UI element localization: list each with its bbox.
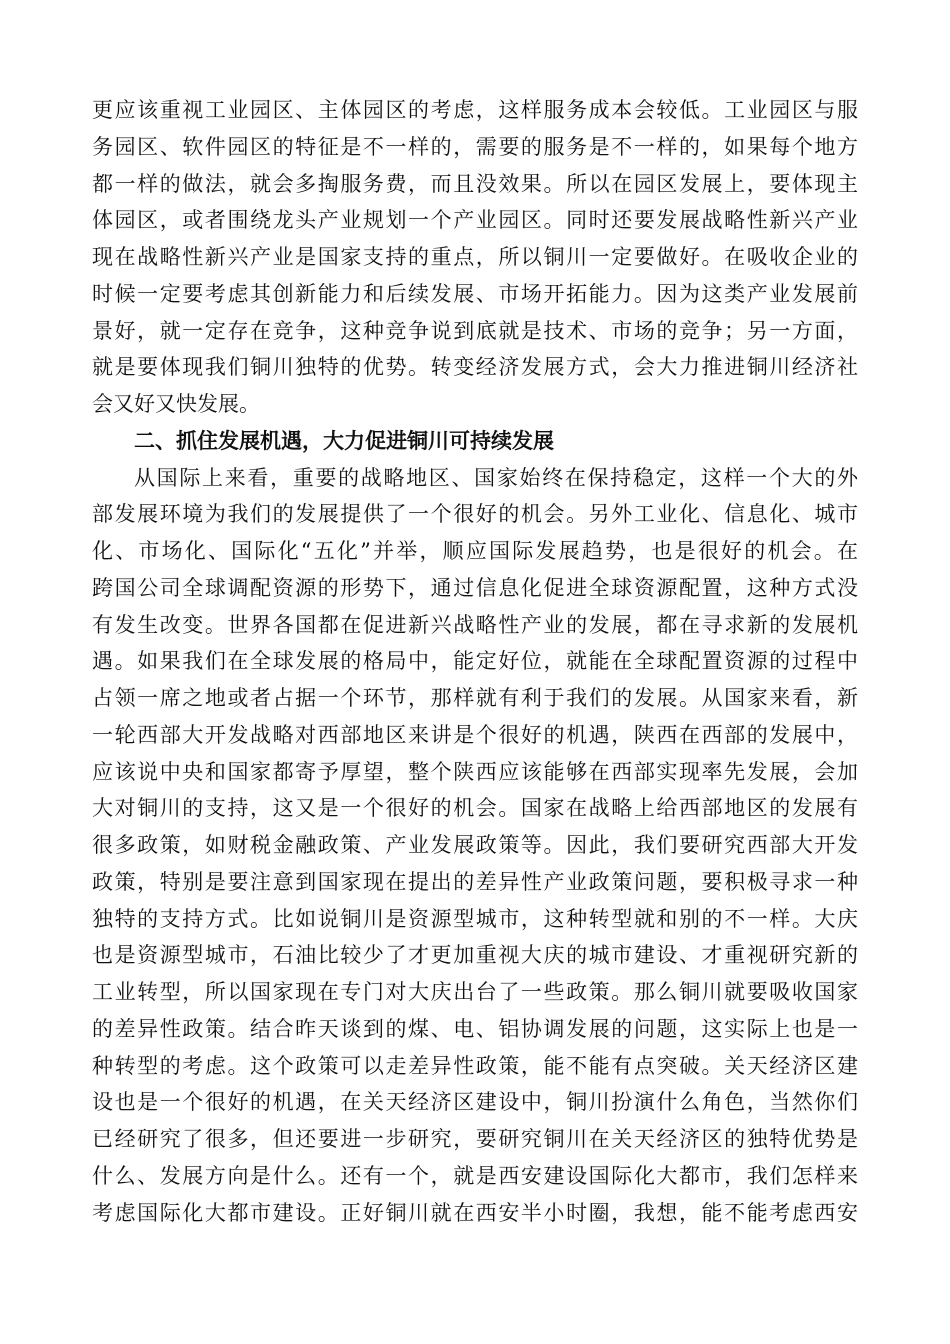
text-line: 什么、发展方向是什么。还有一个，就是西安建设国际化大都市，我们怎样来	[92, 1163, 858, 1188]
text-line: 独特的支持方式。比如说铜川是资源型城市，这种转型就和别的不一样。大庆	[92, 906, 858, 931]
text-line: 化、市场化、国际化“五化”并举，顺应国际发展趋势，也是很好的机会。在	[92, 539, 858, 563]
text-line: 跨国公司全球调配资源的形势下，通过信息化促进全球资源配置，这种方式没	[92, 575, 858, 600]
text-line: 部发展环境为我们的发展提供了一个很好的机会。另外工业化、信息化、城市	[92, 502, 858, 527]
text-line: 现在战略性新兴产业是国家支持的重点，所以铜川一定要做好。在吸收企业的	[92, 245, 858, 269]
text-line: 体园区，或者围绕龙头产业规划一个产业园区。同时还要发展战略性新兴产业	[92, 208, 858, 233]
text-line: 政策，特别是要注意到国家现在提出的差异性产业政策问题，要积极寻求一种	[92, 869, 858, 894]
text-line: 考虑国际化大都市建设。正好铜川就在西安半小时圈，我想，能不能考虑西安	[92, 1200, 858, 1225]
text-line: 景好，就一定存在竞争，这种竞争说到底就是技术、市场的竞争；另一方面，	[92, 318, 858, 343]
text-line: 更应该重视工业园区、主体园区的考虑，这样服务成本会较低。工业园区与服	[92, 98, 858, 122]
text-line: 应该说中央和国家都寄予厚望，整个陕西应该能够在西部实现率先发展，会加	[92, 759, 858, 784]
text-line: 有发生改变。世界各国都在促进新兴战略性产业的发展，都在寻求新的发展机	[92, 612, 858, 637]
section-heading: 二、抓住发展机遇，大力促进铜川可持续发展	[134, 428, 554, 453]
text-line: 很多政策，如财税金融政策、产业发展政策等。因此，我们要研究西部大开发	[92, 833, 858, 857]
text-line: 工业转型，所以国家现在专门对大庆出台了一些政策。那么铜川就要吸收国家	[92, 980, 858, 1004]
text-line: 大对铜川的支持，这又是一个很好的机会。国家在战略上给西部地区的发展有	[92, 796, 858, 821]
document-page	[92, 92, 858, 1231]
text-line: 时候一定要考虑其创新能力和后续发展、市场开拓能力。因为这类产业发展前	[92, 281, 858, 306]
text-line: 也是资源型城市，石油比较少了才更加重视大庆的城市建设、才重视研究新的	[92, 943, 858, 968]
text-line: 会又好又快发展。	[92, 392, 260, 416]
text-line: 从国际上来看，重要的战略地区、国家始终在保持稳定，这样一个大的外	[134, 465, 858, 490]
text-line: 已经研究了很多，但还要进一步研究，要研究铜川在关天经济区的独特优势是	[92, 1127, 858, 1151]
text-line: 就是要体现我们铜川独特的优势。转变经济发展方式，会大力推进铜川经济社	[92, 355, 858, 380]
text-line: 遇。如果我们在全球发展的格局中，能定好位，就能在全球配置资源的过程中	[92, 649, 858, 674]
text-line: 的差异性政策。结合昨天谈到的煤、电、铝协调发展的问题，这实际上也是一	[92, 1016, 858, 1041]
text-line: 务园区、软件园区的特征是不一样的，需要的服务是不一样的，如果每个地方	[92, 134, 858, 159]
text-line: 一轮西部大开发战略对西部地区来讲是个很好的机遇，陕西在西部的发展中，	[92, 722, 858, 747]
text-line: 都一样的做法，就会多掏服务费，而且没效果。所以在园区发展上，要体现主	[92, 171, 858, 196]
paragraph-2	[92, 460, 858, 1232]
text-line: 设也是一个很好的机遇，在关天经济区建设中，铜川扮演什么角色，当然你们	[92, 1090, 858, 1115]
text-line: 种转型的考虑。这个政策可以走差异性政策，能不能有点突破。关天经济区建	[92, 1053, 858, 1078]
paragraph-1	[92, 92, 858, 423]
text-line: 占领一席之地或者占据一个环节，那样就有利于我们的发展。从国家来看，新	[92, 686, 858, 710]
